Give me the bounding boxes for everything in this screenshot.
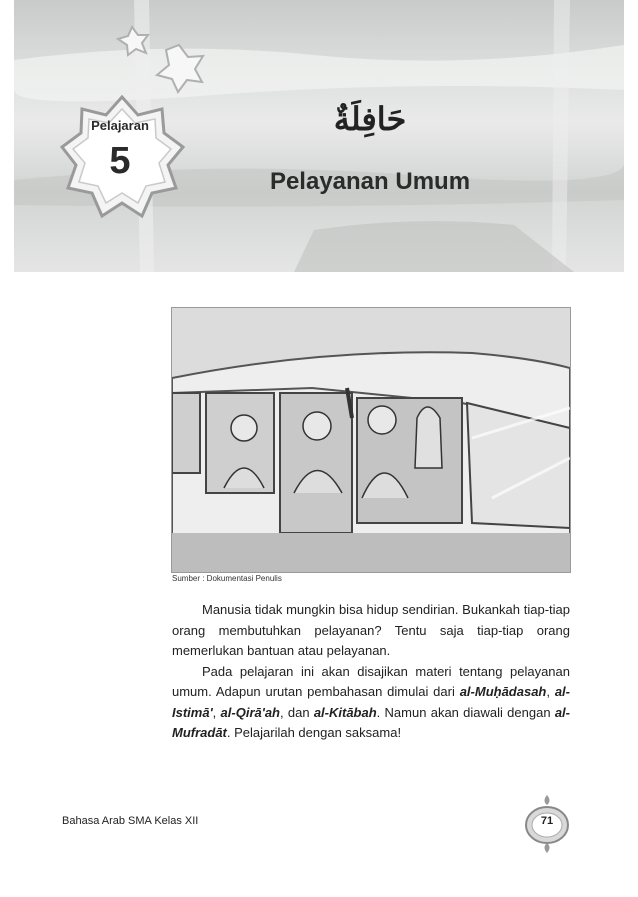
paragraph-1: Manusia tidak mungkin bisa hidup sendirian. Bukankah tiap-tiap orang membutuhkan pelayanan? Tentu saja tiap-tiap orang memerlukan bantuan atau pelayanan.	[172, 602, 570, 658]
arabic-title: حَافِلَةٌ	[333, 100, 407, 138]
chapter-label: Pelajaran	[91, 118, 149, 133]
term-qiraah: al-Qirā'ah	[220, 704, 280, 720]
page-number: 71	[540, 815, 554, 827]
paragraph-2	[172, 662, 570, 744]
separator: ,	[546, 684, 555, 699]
page-title: Pelayanan Umum	[269, 168, 471, 195]
bus-illustration	[171, 307, 571, 573]
separator: , dan	[280, 704, 314, 720]
body-text	[172, 600, 570, 744]
term-kitabah: al-Kitābah	[313, 704, 377, 720]
footer-book-title: Bahasa Arab SMA Kelas XII	[62, 815, 199, 827]
paragraph-2-text: . Pelajarilah dengan saksama!	[226, 725, 402, 740]
paragraph-2-text: . Namun akan diawali dengan	[376, 704, 555, 720]
separator: ,	[212, 704, 221, 720]
paragraph-2-text: Pada pelajaran ini akan disajikan materi tentang pelayanan umum. Adapun urutan pembahasan dimulai dari	[172, 663, 570, 699]
chapter-number: 5	[109, 140, 131, 182]
term-muhadasah: al-Muḥādasah	[459, 684, 547, 699]
figure-caption: Sumber : Dokumentasi Penulis	[172, 574, 282, 583]
term-mufradat: al-Mufradāt	[172, 704, 570, 740]
term-istima: al-Istimā'	[172, 684, 570, 720]
